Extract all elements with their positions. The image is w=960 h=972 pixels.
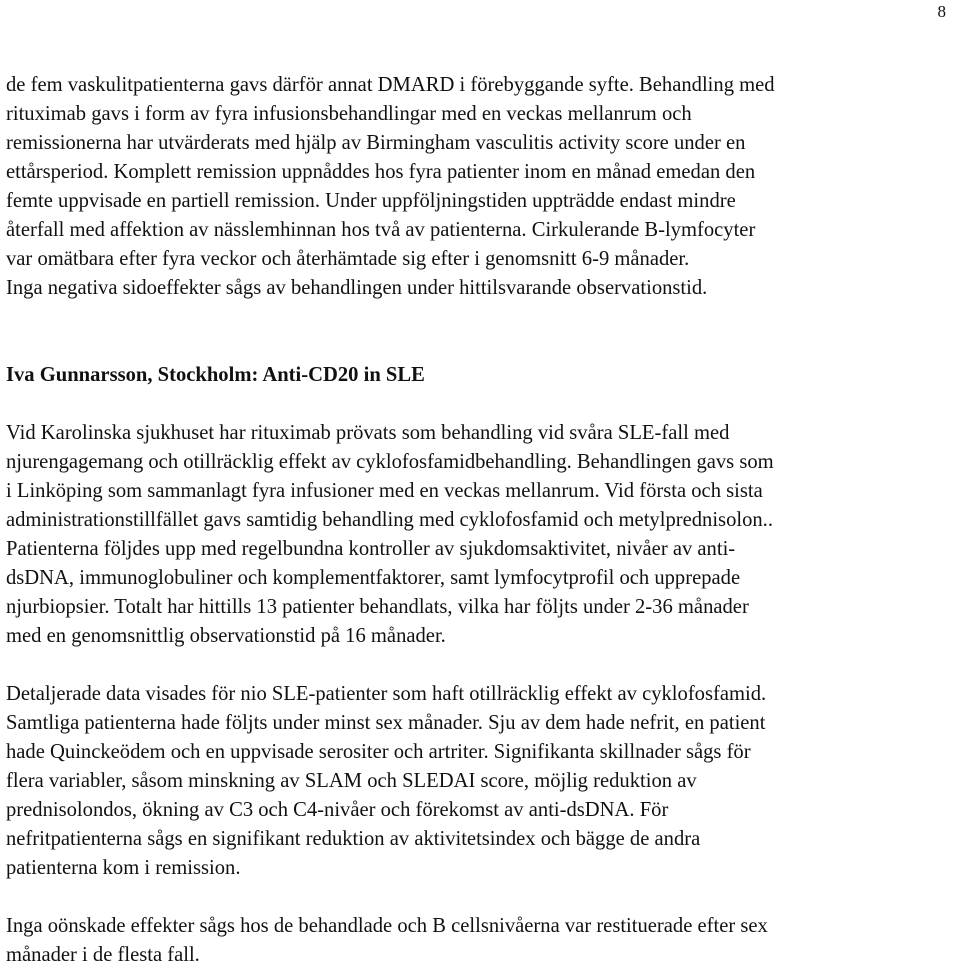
document-body: [6, 71, 950, 970]
text-line: månader i de flesta fall.: [6, 944, 200, 966]
text-line: remissionerna har utvärderats med hjälp av Birmingham vasculitis activity score under en: [6, 132, 746, 154]
text-line: Inga oönskade effekter sågs hos de behandlade och B cellsnivåerna var restituerade efter sex: [6, 915, 768, 937]
text-line: de fem vaskulitpatienterna gavs därför annat DMARD i förebyggande syfte. Behandling med: [6, 74, 775, 96]
text-line: njurengagemang och otillräcklig effekt av cyklofosfamidbehandling. Behandlingen gavs som: [6, 451, 774, 473]
text-line: Vid Karolinska sjukhuset har rituximab prövats som behandling vid svåra SLE-fall med: [6, 422, 730, 444]
text-line: rituximab gavs i form av fyra infusionsbehandlingar med en veckas mellanrum och: [6, 103, 692, 125]
text-line: njurbiopsier. Totalt har hittills 13 patienter behandlats, vilka har följts under 2-36 månader: [6, 596, 749, 618]
text-line: prednisolondos, ökning av C3 och C4-nivåer och förekomst av anti-dsDNA. För: [6, 799, 669, 821]
paragraph-2: [6, 680, 950, 883]
text-line: återfall med affektion av nässlemhinnan hos två av patienterna. Cirkulerande B-lymfocyter: [6, 219, 756, 241]
text-line: administrationstillfället gavs samtidig behandling med cyklofosfamid och metylprednisolon..: [6, 509, 773, 531]
text-line: ettårsperiod. Komplett remission uppnåddes hos fyra patienter inom en månad emedan den: [6, 161, 756, 183]
section-heading: Iva Gunnarsson, Stockholm: Anti-CD20 in SLE: [6, 364, 425, 386]
paragraph-3: [6, 912, 950, 970]
page-number: 8: [937, 2, 946, 21]
text-line: Samtliga patienterna hade följts under minst sex månader. Sju av dem hade nefrit, en patient: [6, 712, 766, 734]
text-line: med en genomsnittlig observationstid på 16 månader.: [6, 625, 446, 647]
text-line: hade Quinckeödem och en uppvisade serositer och artriter. Signifikanta skillnader sågs för: [6, 741, 751, 763]
text-line: dsDNA, immunoglobuliner och komplementfaktorer, samt lymfocytprofil och upprepade: [6, 567, 741, 589]
text-line: patienterna kom i remission.: [6, 857, 241, 879]
text-line: nefritpatienterna sågs en signifikant reduktion av aktivitetsindex och bägge de andra: [6, 828, 701, 850]
text-line: i Linköping som sammanlagt fyra infusioner med en veckas mellanrum. Vid första och sista: [6, 480, 763, 502]
text-line: Detaljerade data visades för nio SLE-patienter som haft otillräcklig effekt av cyklofosfamid.: [6, 683, 767, 705]
text-line: flera variabler, såsom minskning av SLAM och SLEDAI score, möjlig reduktion av: [6, 770, 697, 792]
text-line: Patienterna följdes upp med regelbundna kontroller av sjukdomsaktivitet, nivåer av anti-: [6, 538, 736, 560]
text-line: var omätbara efter fyra veckor och återhämtade sig efter i genomsnitt 6-9 månader.: [6, 248, 690, 270]
text-line: femte uppvisade en partiell remission. Under uppföljningstiden uppträdde endast mindre: [6, 190, 736, 212]
paragraph-intro: [6, 71, 950, 303]
paragraph-1: [6, 419, 950, 651]
text-line: Inga negativa sidoeffekter sågs av behandlingen under hittilsvarande observationstid.: [6, 277, 708, 299]
